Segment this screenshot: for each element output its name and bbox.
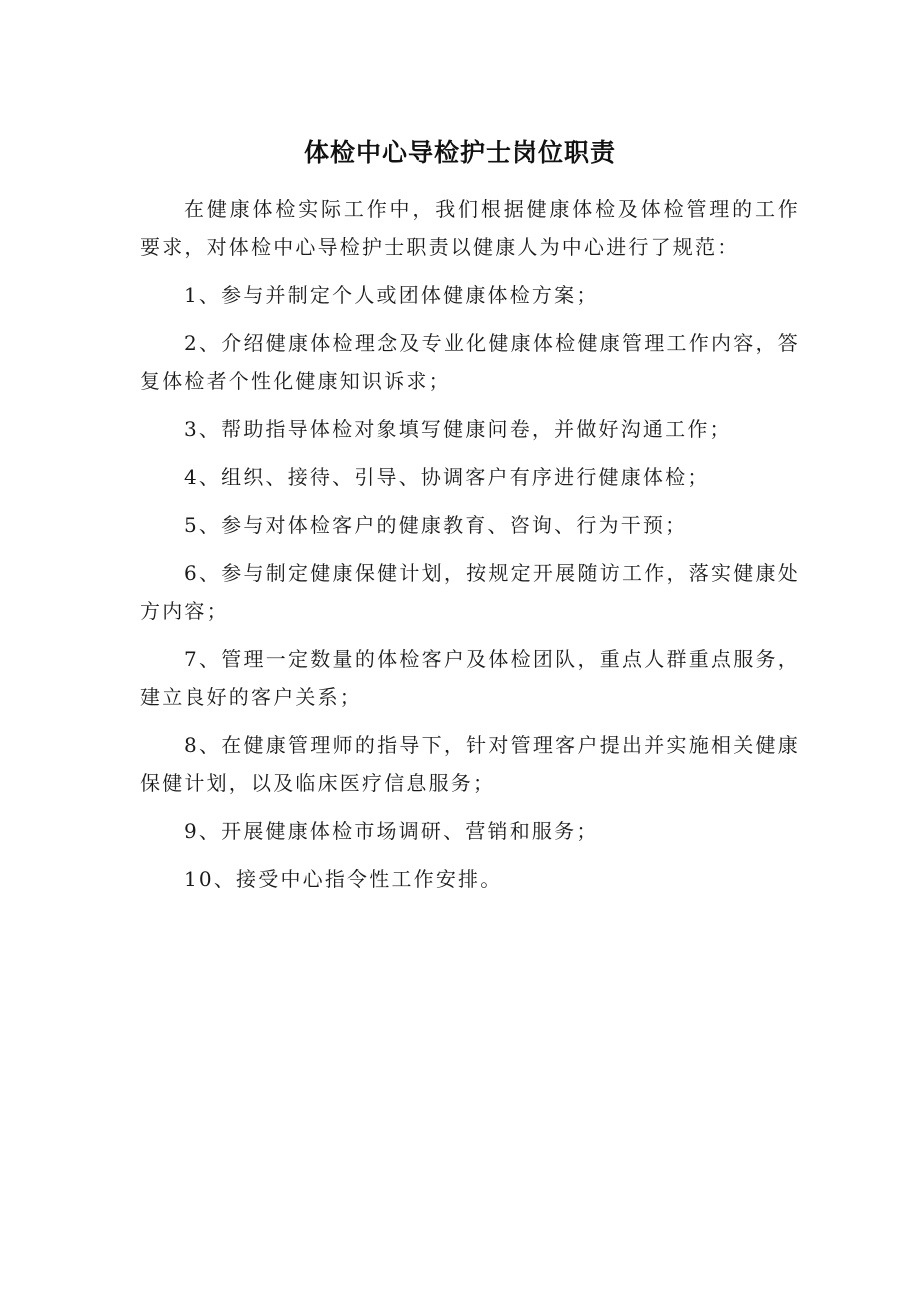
duty-item-2: 2、介绍健康体检理念及专业化健康体检健康管理工作内容，答复体检者个性化健康知识诉求； bbox=[140, 331, 800, 393]
duty-item-10: 10、接受中心指令性工作安排。 bbox=[184, 867, 503, 891]
duty-item-8: 8、在健康管理师的指导下，针对管理客户提出并实施相关健康保健计划，以及临床医疗信息服务； bbox=[140, 733, 800, 795]
duty-item-7: 7、管理一定数量的体检客户及体检团队，重点人群重点服务，建立良好的客户关系； bbox=[140, 647, 800, 709]
duty-item-9: 9、开展健康体检市场调研、营销和服务； bbox=[184, 819, 599, 843]
document-body bbox=[140, 190, 800, 898]
duty-item-5: 5、参与对体检客户的健康教育、咨询、行为干预； bbox=[184, 513, 688, 537]
duty-item-4: 4、组织、接待、引导、协调客户有序进行健康体检； bbox=[184, 465, 710, 489]
intro-paragraph: 在健康体检实际工作中，我们根据健康体检及体检管理的工作要求，对体检中心导检护士职责以健康人为中心进行了规范： bbox=[140, 197, 800, 259]
duty-item-3: 3、帮助指导体检对象填写健康问卷，并做好沟通工作； bbox=[184, 417, 732, 441]
document-title: 体检中心导检护士岗位职责 bbox=[303, 138, 616, 167]
duty-item-6: 6、参与制定健康保健计划，按规定开展随访工作，落实健康处方内容； bbox=[140, 561, 800, 623]
duty-item-1: 1、参与并制定个人或团体健康体检方案； bbox=[184, 283, 599, 307]
